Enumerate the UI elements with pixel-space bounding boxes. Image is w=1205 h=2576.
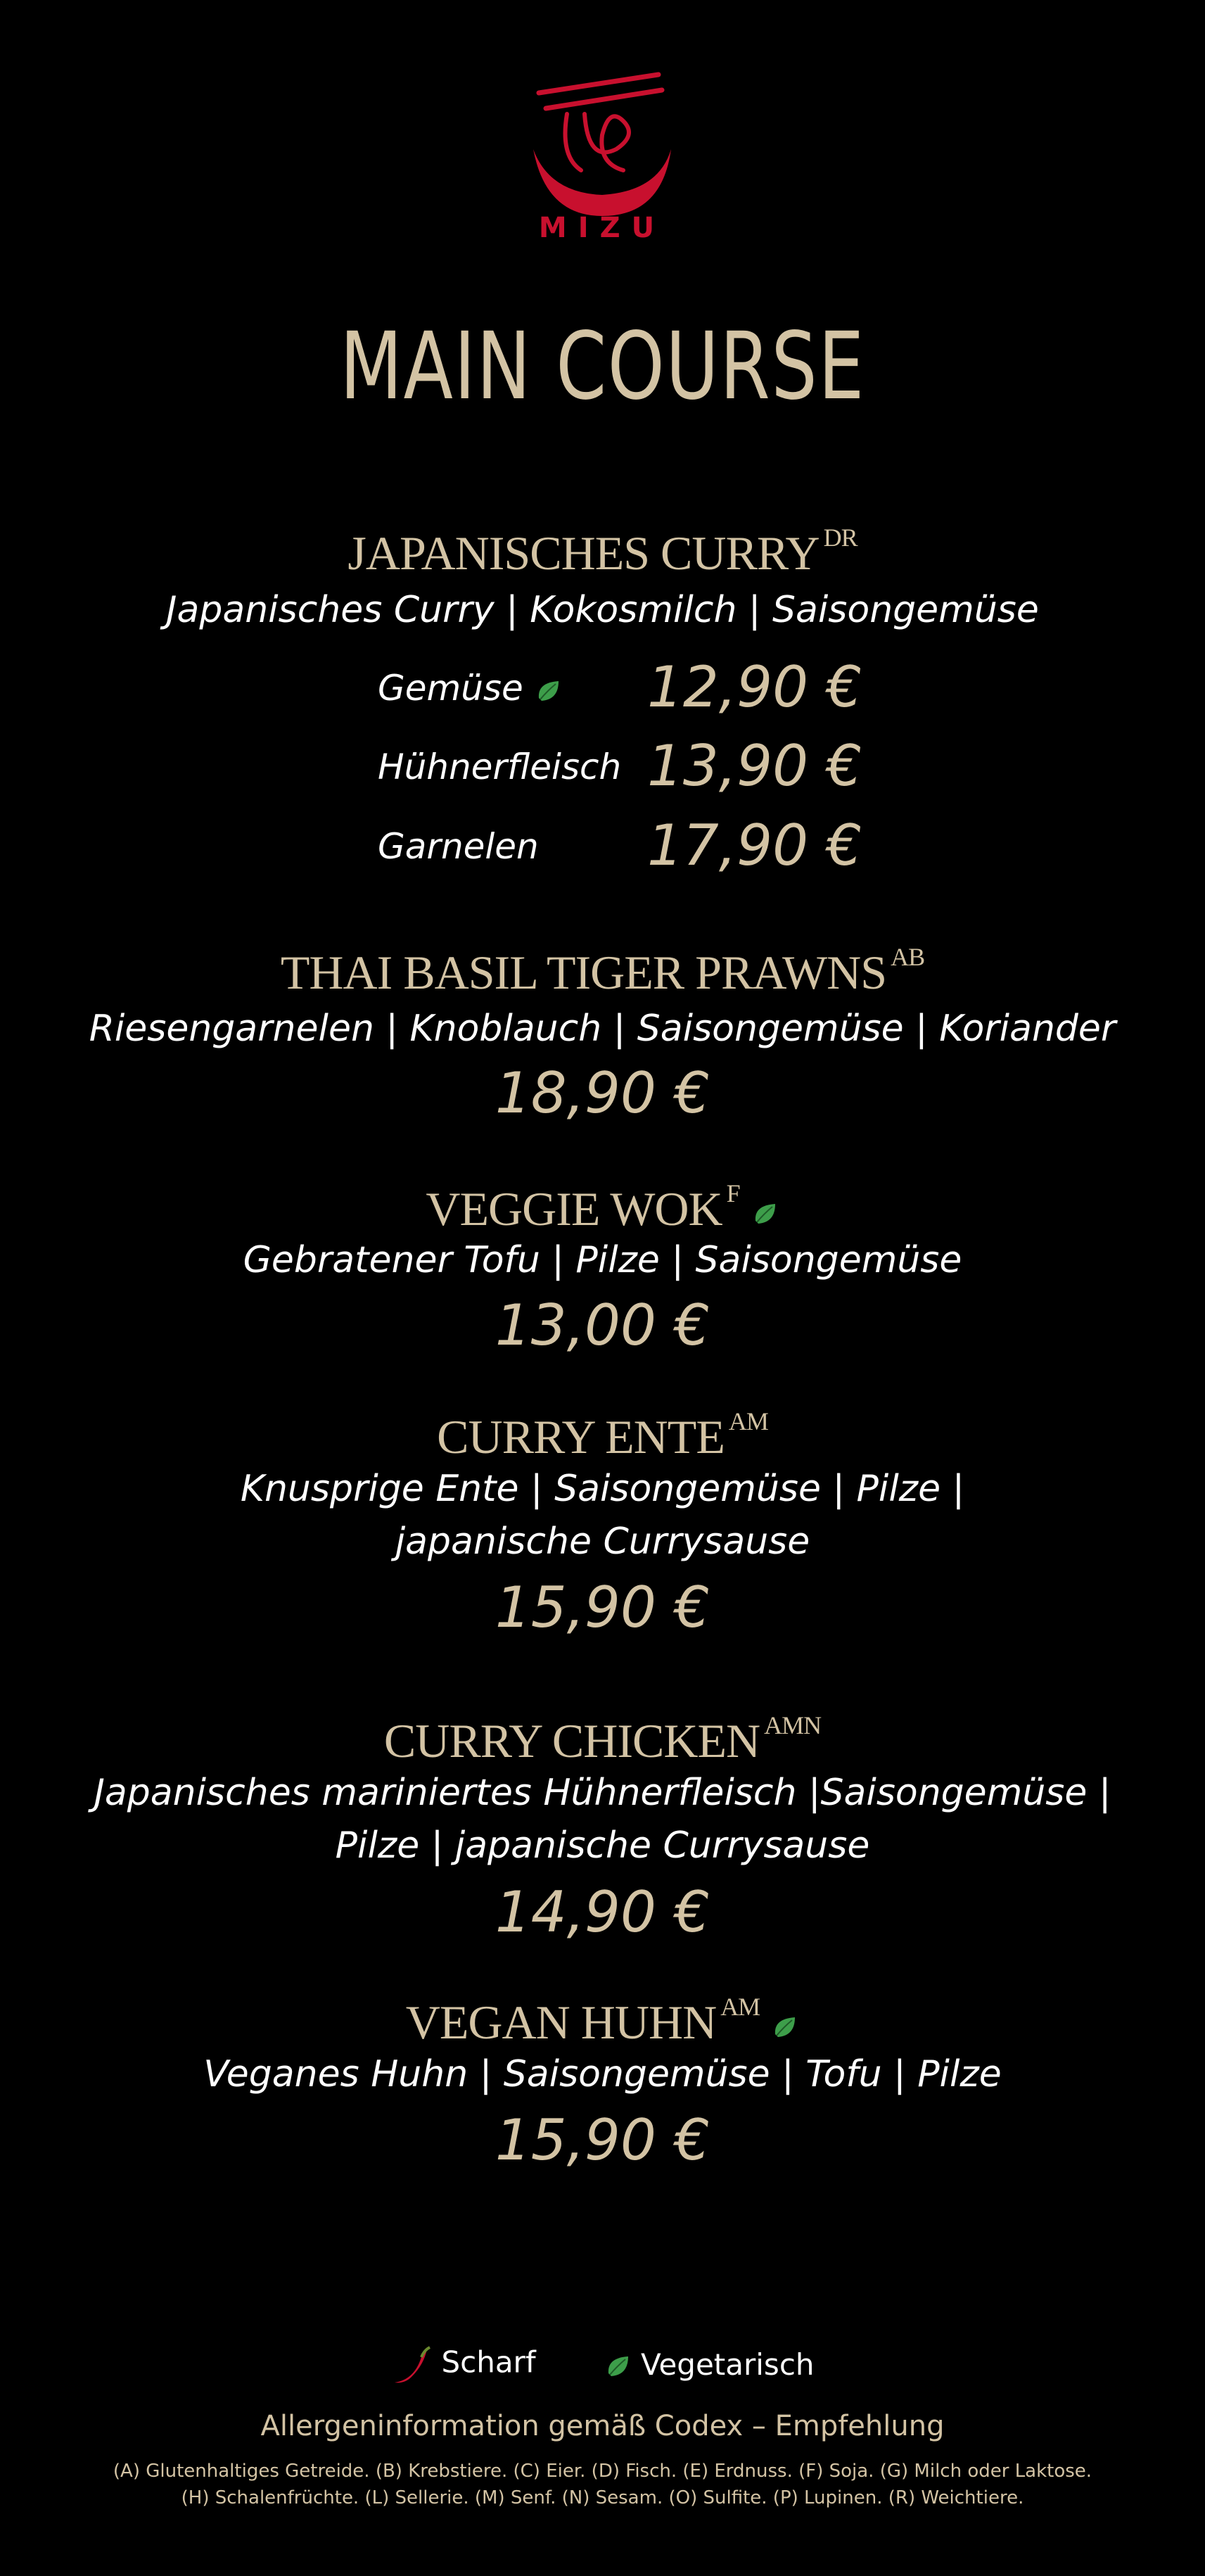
mizu-logo <box>518 65 687 241</box>
dish-title <box>0 1407 1205 1464</box>
variant-price: 17,90 € <box>647 813 862 878</box>
dish-title <box>0 943 1205 999</box>
dish-price: 13,00 € <box>495 1293 710 1358</box>
dish-price: 18,90 € <box>495 1060 710 1126</box>
dish-name: JAPANISCHES CURRY <box>348 526 820 580</box>
dish-description-line: japanische Currysause <box>395 1521 810 1563</box>
dish-price: 14,90 € <box>495 1879 710 1945</box>
variant-label: Hühnerfleisch <box>378 747 622 787</box>
dish-description-line: Pilze | japanische Currysause <box>335 1825 870 1867</box>
variant-price: 13,90 € <box>647 733 862 799</box>
allergen-info-line: (H) Schalenfrüchte. (L) Sellerie. (M) Senf. (N) Sesam. (O) Sulfite. (P) Lupinen. (R) Weichtiere. <box>181 2487 1024 2508</box>
dish-title <box>0 524 1205 580</box>
dish-name: THAI BASIL TIGER PRAWNS <box>280 946 887 999</box>
leaf-icon <box>771 2013 799 2041</box>
dish-name: CURRY CHICKEN <box>383 1714 760 1768</box>
allergen-codes: DR <box>823 524 857 552</box>
variant-price: 12,90 € <box>647 654 862 720</box>
bowl-chopsticks-icon <box>518 65 687 241</box>
variant-label: Garnelen <box>378 826 539 867</box>
dish-description: Japanisches Curry | Kokosmilch | Saisongemüse <box>166 589 1039 631</box>
dish-title <box>0 1711 1205 1768</box>
allergen-info-title: Allergeninformation gemäß Codex – Empfehlung <box>260 2410 945 2442</box>
dish-price: 15,90 € <box>495 1575 710 1640</box>
dish-description: Gebratener Tofu | Pilze | Saisongemüse <box>243 1239 962 1281</box>
dish-name: VEGAN HUHN <box>405 1996 717 2049</box>
legend <box>0 2343 1205 2385</box>
allergen-info-line: (A) Glutenhaltiges Getreide. (B) Krebstiere. (C) Eier. (D) Fisch. (E) Erdnuss. (F) Soja. (G) Milch oder Laktose. <box>113 2461 1092 2482</box>
allergen-codes: F <box>726 1179 740 1207</box>
dish-description: Riesengarnelen | Knoblauch | Saisongemüse | Koriander <box>89 1008 1116 1050</box>
dish-title <box>0 1179 1205 1236</box>
dish-name: VEGGIE WOK <box>426 1182 722 1236</box>
chili-icon <box>390 2343 433 2385</box>
dish-description-line: Japanisches mariniertes Hühnerfleisch |Saisongemüse | <box>94 1772 1111 1814</box>
legend-vegetarian: Vegetarisch <box>604 2347 815 2382</box>
dish-price: 15,90 € <box>495 2107 710 2173</box>
brand-wordmark: MIZU <box>538 212 666 241</box>
leaf-icon <box>604 2352 632 2380</box>
allergen-codes: AM <box>720 1993 760 2021</box>
leaf-icon <box>535 677 563 705</box>
leaf-icon <box>751 1200 779 1228</box>
legend-spicy: Scharf <box>390 2343 535 2385</box>
allergen-codes: AB <box>891 943 925 971</box>
section-heading: MAIN COURSE <box>340 312 865 421</box>
allergen-codes: AMN <box>764 1711 822 1739</box>
variant-label: Gemüse <box>378 671 563 706</box>
allergen-codes: AM <box>728 1407 768 1435</box>
dish-name: CURRY ENTE <box>437 1410 725 1464</box>
dish-description: Veganes Huhn | Saisongemüse | Tofu | Pilze <box>203 2053 1002 2095</box>
dish-description-line: Knusprige Ente | Saisongemüse | Pilze | <box>240 1468 965 1510</box>
dish-title <box>0 1993 1205 2049</box>
